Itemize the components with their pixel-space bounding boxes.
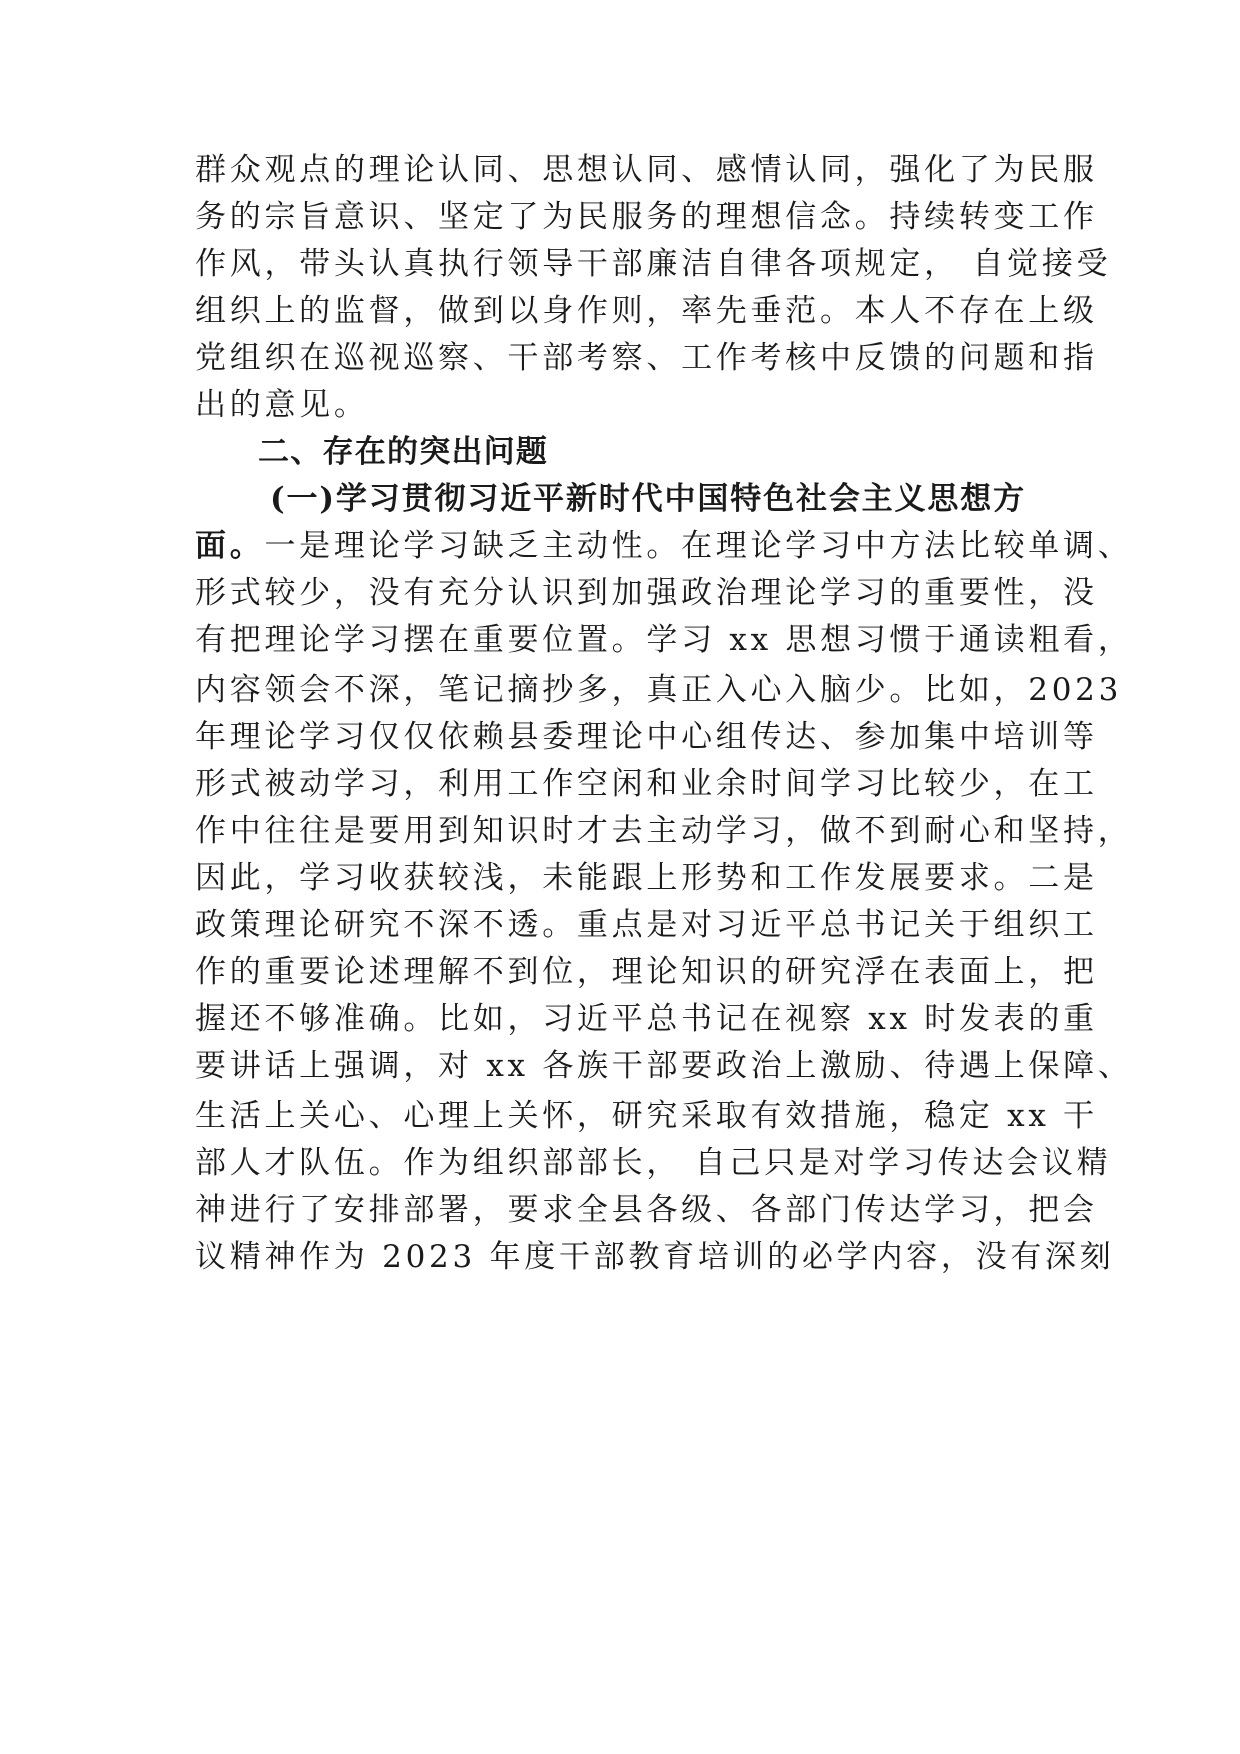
paragraph-line: 务的宗旨意识、坚定了为民服务的理想信念。持续转变工作 xyxy=(195,199,1098,235)
body-line: 有把理论学习摆在重要位置。学习 xx 思想习惯于通读粗看， xyxy=(195,622,1133,658)
body-line: 生活上关心、心理上关怀，研究采取有效措施，稳定 xx 干 xyxy=(195,1098,1098,1134)
body-line: 议精神作为 2023 年度干部教育培训的必学内容，没有深刻 xyxy=(195,1239,1115,1275)
body-line: 政策理论研究不深不透。重点是对习近平总书记关于组织工 xyxy=(195,907,1098,943)
paragraph-line: 作风，带头认真执行领导干部廉洁自律各项规定， 自觉接受 xyxy=(195,246,1112,282)
paragraph-line: 出的意见。 xyxy=(195,387,369,423)
paragraph-line: 组织上的监督，做到以身作则，率先垂范。本人不存在上级 xyxy=(195,293,1098,329)
body-line: 作中往往是要用到知识时才去主动学习，做不到耐心和坚持， xyxy=(195,813,1133,849)
body-line: 要讲话上强调，对 xx 各族干部要政治上激励、待遇上保障、 xyxy=(195,1048,1133,1084)
paragraph-line: 群众观点的理论认同、思想认同、感情认同，强化了为民服 xyxy=(195,152,1098,188)
body-line: 形式被动学习，利用工作空闲和业余时间学习比较少，在工 xyxy=(195,766,1098,802)
subsection-title: (一)学习贯彻习近平新时代中国特色社会主义思想方 xyxy=(270,481,1026,517)
body-line: 部人才队伍。作为组织部部长， 自己只是对学习传达会议精 xyxy=(195,1145,1112,1181)
paragraph-line: 党组织在巡视巡察、干部考察、工作考核中反馈的问题和指 xyxy=(195,340,1098,376)
body-line: 作的重要论述理解不到位，理论知识的研究浮在表面上，把 xyxy=(195,954,1098,990)
body-line: 因此，学习收获较浅，未能跟上形势和工作发展要求。二是 xyxy=(195,860,1098,896)
body-line: 神进行了安排部署，要求全县各级、各部门传达学习，把会 xyxy=(195,1192,1098,1228)
body-line: 内容领会不深，笔记摘抄多，真正入心入脑少。比如，2023 xyxy=(195,672,1123,708)
subsection-first-line xyxy=(195,526,1133,566)
body-line: 握还不够准确。比如，习近平总书记在视察 xx 时发表的重 xyxy=(195,1001,1098,1037)
subsection-first-line-text: 一是理论学习缺乏主动性。在理论学习中方法比较单调、 xyxy=(264,528,1133,564)
section-heading: 二、存在的突出问题 xyxy=(258,434,549,470)
body-line: 形式较少，没有充分认识到加强政治理论学习的重要性，没 xyxy=(195,575,1098,611)
subsection-title-end: 面。 xyxy=(195,528,265,564)
body-line: 年理论学习仅仅依赖县委理论中心组传达、参加集中培训等 xyxy=(195,719,1098,755)
